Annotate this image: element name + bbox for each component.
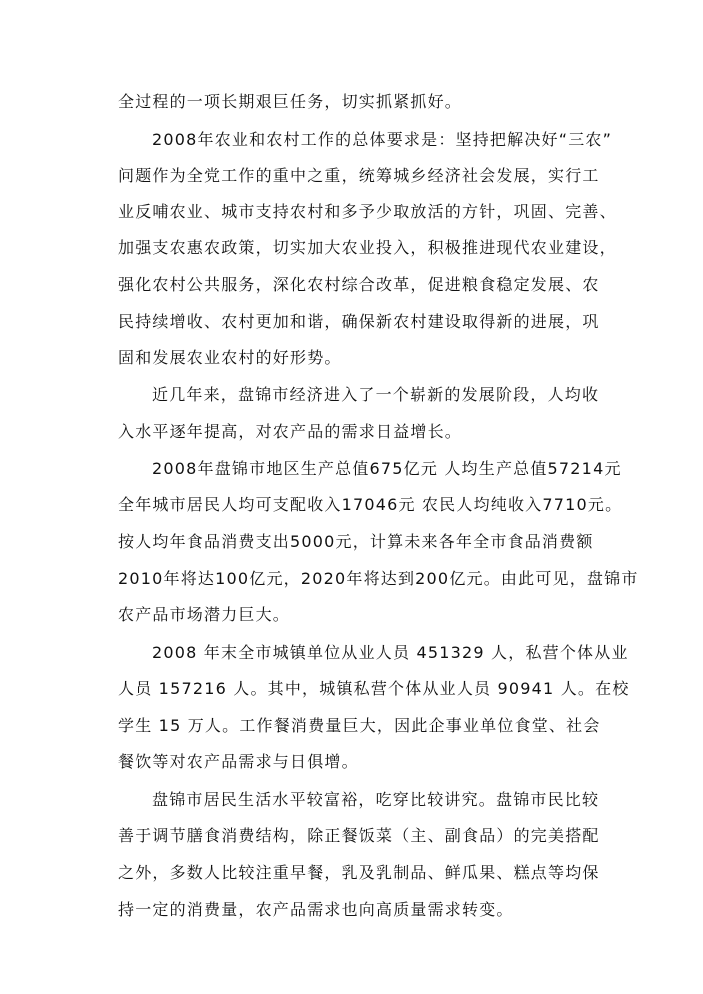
text-line: 业反哺农业、城市支持农村和多予少取放活的方针，巩固、完善、 xyxy=(118,202,617,221)
text-line: 持一定的消费量，农产品需求也向高质量需求转变。 xyxy=(118,900,514,919)
text-line: 2010年将达100亿元，2020年将达到200亿元。由此可见，盘锦市 xyxy=(118,569,639,588)
text-line: 之外，多数人比较注重早餐，乳及乳制品、鲜瓜果、糕点等均保 xyxy=(118,863,600,882)
text-line: 近几年来，盘锦市经济进入了一个崭新的发展阶段，人均收 xyxy=(152,385,600,404)
text-line: 盘锦市居民生活水平较富裕，吃穿比较讲究。盘锦市民比较 xyxy=(152,790,600,809)
text-line: 2008 年末全市城镇单位从业人员 451329 人，私营个体从业 xyxy=(152,643,629,662)
text-line: 民持续增收、农村更加和谐，确保新农村建设取得新的进展，巩 xyxy=(118,312,600,331)
text-line: 人员 157216 人。其中，城镇私营个体从业人员 90941 人。在校 xyxy=(118,679,630,698)
text-line: 餐饮等对农产品需求与日俱增。 xyxy=(118,752,359,771)
text-line: 农产品市场潜力巨大。 xyxy=(118,605,291,624)
text-line: 固和发展农业农村的好形势。 xyxy=(118,348,342,367)
text-line: 入水平逐年提高，对农产品的需求日益增长。 xyxy=(118,422,463,441)
text-line: 按人均年食品消费支出5000元，计算未来各年全市食品消费额 xyxy=(118,532,594,551)
text-line: 强化农村公共服务，深化农村综合改革，促进粮食稳定发展、农 xyxy=(118,275,600,294)
text-line: 全过程的一项长期艰巨任务，切实抓紧抓好。 xyxy=(118,92,463,111)
text-line: 2008年盘锦市地区生产总值675亿元 人均生产总值57214元 xyxy=(152,459,622,478)
text-line: 学生 15 万人。工作餐消费量巨大，因此企事业单位食堂、社会 xyxy=(118,716,601,735)
text-line: 问题作为全党工作的重中之重，统筹城乡经济社会发展，实行工 xyxy=(118,166,600,185)
text-line: 加强支农惠农政策，切实加大农业投入，积极推进现代农业建设， xyxy=(118,238,617,257)
text-line: 全年城市居民人均可支配收入17046元 农民人均纯收入7710元。 xyxy=(118,495,623,514)
text-line: 2008年农业和农村工作的总体要求是：坚持把解决好“三农” xyxy=(152,130,613,149)
text-line: 善于调节膳食消费结构，除正餐饭菜（主、副食品）的完美搭配 xyxy=(118,826,600,845)
